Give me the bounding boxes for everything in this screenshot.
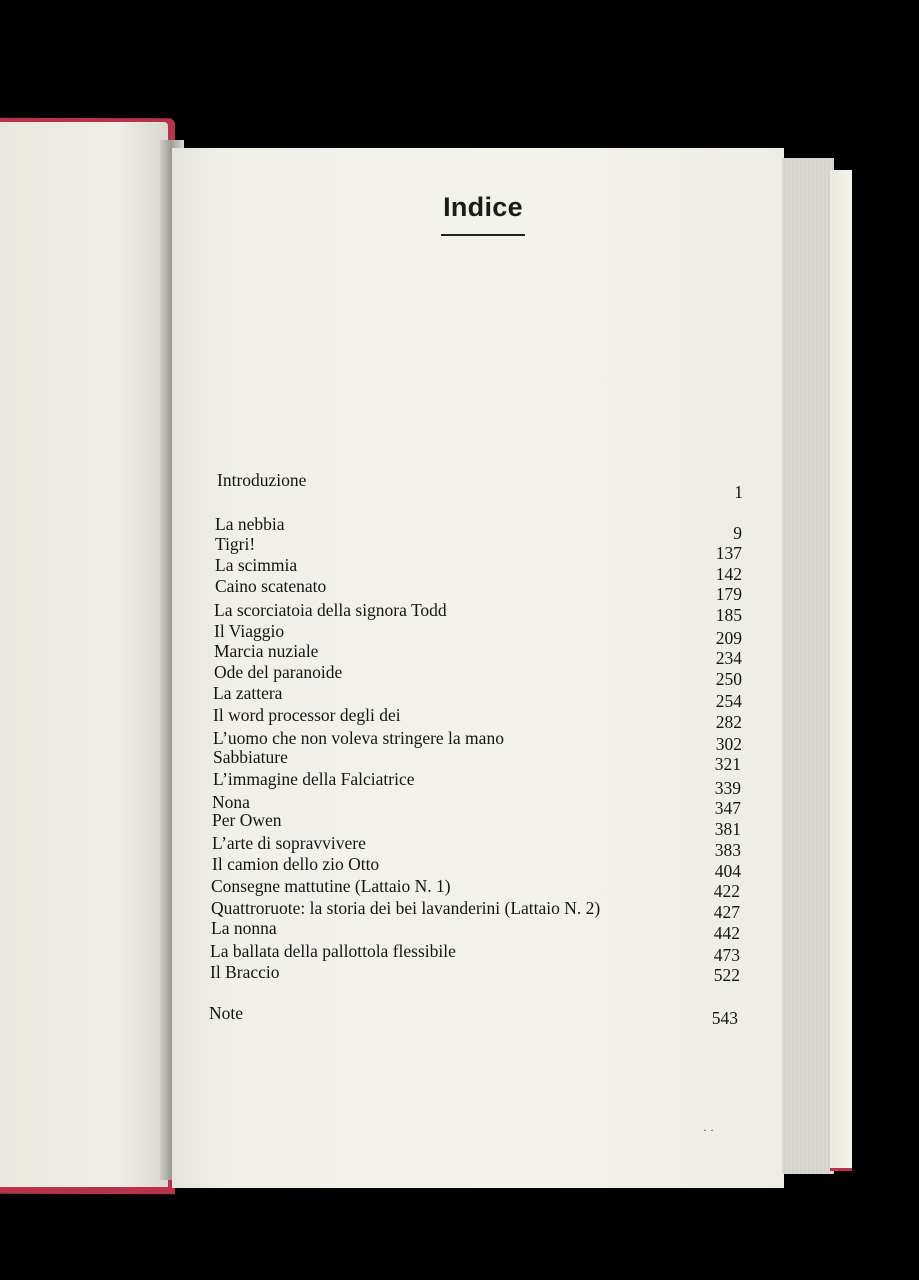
toc-entry — [215, 555, 742, 584]
toc-entry-page: 339 — [714, 778, 741, 798]
toc-entry-title: Per Owen — [212, 810, 282, 830]
toc-entry-title: Consegne mattutine (Lattaio N. 1) — [211, 876, 451, 896]
toc-entry — [210, 941, 740, 963]
toc-entry-page: 404 — [714, 861, 741, 881]
toc-entry-title: Il word processor degli dei — [213, 705, 401, 725]
toc-entry — [209, 1003, 738, 1028]
toc-entry-title: L’uomo che non voleva stringere la mano — [213, 728, 504, 748]
toc-entry — [213, 769, 741, 798]
toc-entry-title: Il camion dello zio Otto — [212, 854, 380, 874]
toc-entry-title: Introduzione — [217, 470, 307, 490]
toc-entry-page: 427 — [713, 902, 740, 922]
toc-entry-page: 250 — [715, 669, 742, 689]
toc-entry-page: 442 — [713, 923, 740, 943]
toc-entry — [212, 854, 741, 881]
toc-entry — [212, 833, 741, 860]
toc-entry-page: 381 — [714, 819, 741, 839]
toc-entry-title: L’immagine della Falciatrice — [213, 769, 415, 789]
toc-entry-page: 473 — [713, 945, 740, 965]
toc-entry-title: Il Braccio — [210, 962, 280, 982]
toc-entry-title: Sabbiature — [213, 747, 288, 767]
toc-entry — [210, 962, 740, 984]
toc-entry — [211, 898, 740, 920]
toc-entry-title: La ballata della pallottola flessibile — [210, 941, 456, 961]
toc-entry — [215, 534, 742, 563]
toc-entry-page: 383 — [714, 840, 741, 860]
toc-entry-page: 543 — [711, 1008, 738, 1028]
toc-entry — [214, 662, 742, 689]
toc-entry-page: 142 — [715, 564, 742, 584]
toc-entry-page: 179 — [715, 584, 742, 604]
toc-entry-title: La zattera — [213, 683, 283, 703]
toc-entry-title: Nona — [212, 792, 250, 812]
toc-entry-page: 282 — [715, 712, 742, 732]
toc-entry — [215, 514, 742, 543]
page-title: Indice — [443, 192, 523, 222]
toc-entry-page: 137 — [715, 543, 742, 563]
toc-entry-page: 9 — [733, 523, 742, 543]
toc-entry-title: La nebbia — [215, 514, 285, 534]
toc-entry — [215, 576, 742, 604]
toc-entry — [213, 705, 742, 732]
toc-entry — [211, 918, 740, 943]
toc-entry-title: Quattroruote: la storia dei bei lavanderini (Lattaio N. 2) — [211, 898, 601, 918]
toc-entry-title: Note — [209, 1003, 244, 1023]
toc-entry — [217, 470, 743, 502]
toc-entry-page: 185 — [715, 605, 742, 625]
toc-entry-title: L’arte di sopravvivere — [212, 833, 366, 853]
toc-entry-title: La scorciatoia della signora Todd — [214, 600, 447, 620]
toc-entry — [214, 641, 742, 668]
toc-entry-title: Marcia nuziale — [214, 641, 319, 661]
toc-entry-page: 522 — [713, 965, 740, 985]
toc-entry-page: 321 — [714, 754, 741, 774]
toc-entry-page: 422 — [713, 881, 740, 901]
toc-entry — [211, 876, 740, 901]
toc-entry — [214, 621, 742, 648]
toc-entry-title: Il Viaggio — [214, 621, 285, 641]
toc-entry-title: Caino scatenato — [215, 576, 327, 596]
toc-entry — [213, 747, 741, 774]
toc-entry-title: La nonna — [211, 918, 277, 938]
page-footer-marks: · · — [703, 1123, 714, 1137]
toc-entry — [212, 810, 741, 839]
toc-entry-title: La scimmia — [215, 555, 298, 575]
toc-entry-page: 254 — [715, 691, 742, 711]
toc-entry — [213, 683, 742, 711]
toc-entry-page: 347 — [714, 798, 741, 818]
toc-entry-page: 1 — [734, 482, 743, 502]
toc-entry-title: Tigri! — [215, 534, 256, 554]
toc-entry-page: 209 — [715, 628, 742, 648]
toc-entry-page: 302 — [715, 734, 742, 754]
toc-entry-title: Ode del paranoide — [214, 662, 343, 682]
toc-entry-page: 234 — [715, 648, 742, 668]
toc-entry — [214, 600, 742, 625]
